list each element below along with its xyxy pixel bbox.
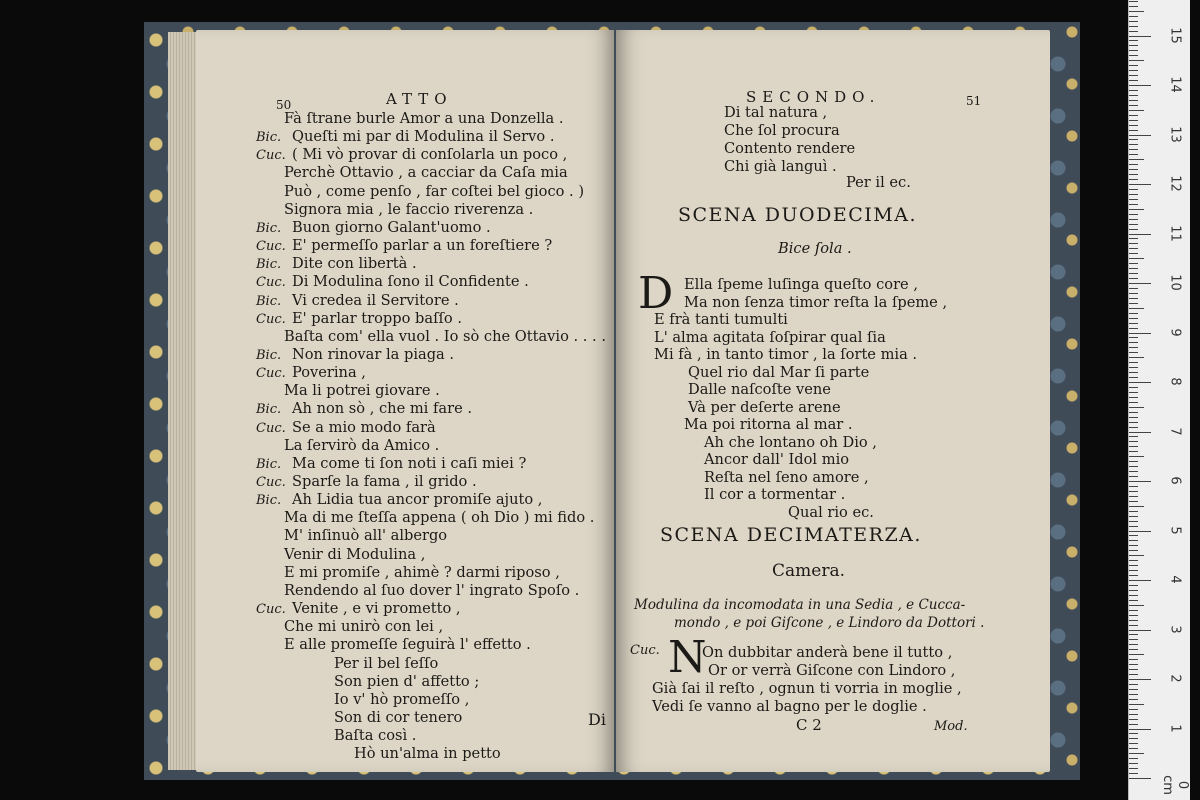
ruler-tick xyxy=(1129,26,1138,27)
verse-line: Chi già languì . xyxy=(724,158,837,175)
ruler-tick xyxy=(1129,694,1138,695)
ruler-number: 0 cm xyxy=(1160,775,1190,795)
ruler-tick xyxy=(1129,476,1138,477)
ruler-tick xyxy=(1129,659,1138,660)
speaker-label: Cuc. xyxy=(256,475,286,490)
dialogue-line: M' inſinuò all' albergo xyxy=(284,527,448,545)
dialogue-line: Perchè Ottavio , a cacciar da Caſa mia xyxy=(284,164,568,182)
ruler-tick xyxy=(1129,511,1138,512)
drop-cap-d: D xyxy=(638,268,674,319)
verse-line: Dalle naſcoſte vene xyxy=(688,381,831,398)
ruler-tick xyxy=(1129,135,1151,136)
dialogue-line: Hò un'alma in petto xyxy=(354,745,501,763)
ruler-tick xyxy=(1129,342,1138,343)
ruler-tick xyxy=(1129,85,1151,86)
ruler-tick xyxy=(1129,313,1138,314)
ruler-tick xyxy=(1129,481,1151,482)
ruler-tick xyxy=(1129,461,1138,462)
ruler-tick xyxy=(1129,531,1151,532)
ruler-tick xyxy=(1129,323,1138,324)
ruler-tick xyxy=(1129,224,1138,225)
ruler-number: 10 xyxy=(1167,274,1183,291)
ruler-tick xyxy=(1129,778,1151,779)
dialogue-line: Di Modulina ſono il Confidente . xyxy=(292,273,529,291)
ruler-tick xyxy=(1129,377,1138,378)
catchword-right: Mod. xyxy=(934,719,968,734)
ruler-tick xyxy=(1129,283,1151,284)
dialogue-line: E alle promeſſe ſeguirà l' effetto . xyxy=(284,636,531,654)
ruler-tick xyxy=(1129,664,1138,665)
ruler-tick xyxy=(1129,303,1138,304)
ruler-tick xyxy=(1129,308,1144,309)
ruler-number: 15 xyxy=(1167,26,1183,44)
ruler-tick xyxy=(1129,496,1138,497)
running-head-left: ATTO xyxy=(386,90,453,108)
ruler-tick xyxy=(1129,674,1138,675)
ruler-tick xyxy=(1129,159,1144,160)
left-page xyxy=(196,30,614,772)
speaker-label: Bic. xyxy=(256,220,282,236)
ruler-tick xyxy=(1129,644,1138,645)
speaker-label: Cuc. xyxy=(256,275,286,291)
ruler-tick xyxy=(1129,407,1144,408)
dialogue-line: Son pien d' affetto ; xyxy=(334,672,480,690)
ruler-tick xyxy=(1129,565,1138,566)
ruler-tick xyxy=(1129,733,1138,734)
catchword-left: Di xyxy=(588,710,606,729)
ruler-number: 5 xyxy=(1167,525,1183,535)
ruler-tick xyxy=(1129,550,1138,551)
scene-subtitle-bice: Bice ſola . xyxy=(778,240,852,257)
ruler-tick xyxy=(1129,70,1138,71)
ruler-tick xyxy=(1129,471,1138,472)
dialogue-line: Per il bel ſeſſo xyxy=(334,654,439,672)
ruler-tick xyxy=(1129,654,1144,655)
verse-line: Ella ſpeme luſinga queſto core , xyxy=(684,276,918,293)
ruler-tick xyxy=(1129,328,1138,329)
ruler-tick xyxy=(1129,540,1138,541)
ruler-tick xyxy=(1129,768,1138,769)
right-page xyxy=(616,30,1050,772)
ruler-tick xyxy=(1129,16,1138,17)
ruler-tick xyxy=(1129,630,1151,631)
ruler-number: 7 xyxy=(1167,426,1183,436)
ruler-number: 3 xyxy=(1167,624,1183,634)
speaker-label: Bic. xyxy=(256,456,282,472)
page-number-left: 50 xyxy=(276,98,292,112)
speaker-label: Bic. xyxy=(256,257,282,273)
ruler-tick xyxy=(1129,773,1138,774)
ruler-tick xyxy=(1129,724,1138,725)
ruler-tick xyxy=(1129,634,1138,635)
ruler-tick xyxy=(1129,397,1138,398)
speaker-label: Cuc. xyxy=(256,602,286,618)
ruler-tick xyxy=(1129,184,1151,185)
ruler-tick xyxy=(1129,367,1138,368)
page-edges xyxy=(168,32,198,770)
ruler-tick xyxy=(1129,729,1151,730)
ruler-tick xyxy=(1129,699,1138,700)
ruler-tick xyxy=(1129,748,1138,749)
dialogue-line: Poverina , xyxy=(292,364,366,382)
verse-line: Và per deſerte arene xyxy=(688,398,841,416)
ruler-tick xyxy=(1129,318,1138,319)
ruler-tick xyxy=(1129,570,1138,571)
speaker-label: Cuc. xyxy=(256,239,286,255)
ruler-tick xyxy=(1129,436,1138,437)
scene-place-camera: Camera. xyxy=(772,561,845,581)
ruler-tick xyxy=(1129,684,1138,685)
dialogue-line: E' parlar troppo baſſo . xyxy=(292,309,462,327)
verse-line: Il cor a tormentar . xyxy=(704,486,846,503)
ruler-tick xyxy=(1129,738,1138,739)
ruler-tick xyxy=(1129,1,1138,2)
ruler-number: 11 xyxy=(1167,224,1183,242)
ruler-tick xyxy=(1129,11,1144,12)
dialogue-line: E' permeſſo parlar a un foreſtiere ? xyxy=(292,237,553,255)
ruler-tick xyxy=(1129,575,1138,576)
dialogue-line: Baſta com' ella vuol . Io sò che Ottavio . . . . xyxy=(284,327,606,345)
ruler-tick xyxy=(1129,669,1138,670)
ruler-tick xyxy=(1129,130,1138,131)
verse-line: Di tal natura , xyxy=(724,104,828,121)
ruler-tick xyxy=(1129,40,1138,41)
ruler-tick xyxy=(1129,189,1138,190)
ruler-tick xyxy=(1129,625,1138,626)
ruler-number: 8 xyxy=(1167,377,1183,386)
ruler-tick xyxy=(1129,590,1138,591)
dialogue-line: Buon giorno Galant'uomo . xyxy=(292,218,491,236)
ruler-tick xyxy=(1129,387,1138,388)
ruler-tick xyxy=(1129,362,1138,363)
ruler-tick xyxy=(1129,45,1138,46)
ruler-tick xyxy=(1129,248,1138,249)
ruler-tick xyxy=(1129,441,1138,442)
ruler-tick xyxy=(1129,615,1138,616)
ruler-tick xyxy=(1129,31,1138,32)
scene-title-decimaterza: SCENA DECIMATERZA. xyxy=(660,524,922,546)
ruler-tick xyxy=(1129,709,1138,710)
ruler-tick xyxy=(1129,238,1138,239)
ruler-tick xyxy=(1129,704,1144,705)
ruler-tick xyxy=(1129,115,1138,116)
dialogue-line: Son di cor tenero xyxy=(334,708,463,726)
ruler-tick xyxy=(1129,194,1138,195)
dialogue-line: Venir di Modulina , xyxy=(284,545,426,563)
ruler-tick xyxy=(1129,100,1138,101)
ruler-tick xyxy=(1129,506,1144,507)
dialogue-line: Signora mia , le faccio riverenza . xyxy=(284,200,534,218)
ruler-tick xyxy=(1129,432,1151,433)
ruler-tick xyxy=(1129,417,1138,418)
ruler-tick xyxy=(1129,298,1138,299)
ruler-tick xyxy=(1129,639,1138,640)
ruler-tick xyxy=(1129,352,1138,353)
ruler-tick xyxy=(1129,80,1138,81)
ruler-tick xyxy=(1129,293,1138,294)
ruler-tick xyxy=(1129,337,1138,338)
ruler-tick xyxy=(1129,560,1138,561)
dialogue-line: Se a mio modo farà xyxy=(292,418,436,436)
verse-line: Che ſol procura xyxy=(724,122,840,139)
ruler-tick xyxy=(1129,154,1138,155)
ruler-tick xyxy=(1129,6,1138,7)
dialogue-line: Queſti mi par di Modulina il Servo . xyxy=(292,128,555,146)
ruler-tick xyxy=(1129,209,1144,210)
ruler-tick xyxy=(1129,422,1138,423)
verse-line: Contento rendere xyxy=(724,140,856,157)
ruler-tick xyxy=(1129,372,1138,373)
ruler-tick xyxy=(1129,610,1138,611)
speaker-label: Bic. xyxy=(256,347,282,363)
ruler-number: 2 xyxy=(1167,674,1183,683)
ruler-tick xyxy=(1129,451,1138,452)
ruler-tick xyxy=(1129,501,1138,502)
ruler-tick xyxy=(1129,516,1138,517)
ruler-number: 12 xyxy=(1167,175,1183,192)
ruler-tick xyxy=(1129,258,1144,259)
dialogue-line: Vi credea il Servitore . xyxy=(292,291,459,309)
ruler-tick xyxy=(1129,357,1144,358)
ruler-tick xyxy=(1129,90,1138,91)
dialogue-line: Ah Lidia tua ancor promiſe ajuto , xyxy=(292,491,543,509)
ruler-tick xyxy=(1129,526,1138,527)
dialogue-line: Venite , e vi prometto , xyxy=(292,600,461,618)
dialogue-line: Or or verrà Giſcone con Lindoro , xyxy=(708,662,956,679)
ruler-tick xyxy=(1129,169,1138,170)
verse-line: L' alma agitata ſoſpirar qual ſia xyxy=(654,328,886,346)
ruler-tick xyxy=(1129,714,1138,715)
dialogue-line: Già ſai il reſto , ognun ti vorria in moglie , xyxy=(652,680,962,697)
ruler-tick xyxy=(1129,412,1138,413)
ruler-tick xyxy=(1129,719,1138,720)
ruler-tick xyxy=(1129,164,1138,165)
dialogue-line: E mi promiſe , ahimè ? darmi riposo , xyxy=(284,563,560,581)
dialogue-line: Io v' hò promeſſo , xyxy=(334,690,470,708)
ruler-tick xyxy=(1129,446,1138,447)
dialogue-line: Ma li potrei giovare . xyxy=(284,382,440,400)
signature-mark: C 2 xyxy=(796,716,822,734)
ruler-tick xyxy=(1129,219,1138,220)
dialogue-line: La ſervirò da Amico . xyxy=(284,436,440,454)
speaker-label: Bic. xyxy=(256,402,282,418)
ruler-tick xyxy=(1129,491,1138,492)
ruler-tick xyxy=(1129,60,1144,61)
dialogue-line: Baſta così . xyxy=(334,727,417,745)
ruler-tick xyxy=(1129,110,1144,111)
dialogue-line: Ah non sò , che mi fare . xyxy=(292,400,472,418)
dialogue-line: Che mi unirò con lei , xyxy=(284,618,444,636)
ruler-tick xyxy=(1129,605,1144,606)
ruler-tick xyxy=(1129,214,1138,215)
ruler-tick xyxy=(1129,179,1138,180)
ruler-tick xyxy=(1129,535,1138,536)
page-number-right: 51 xyxy=(966,94,982,108)
ruler-tick xyxy=(1129,392,1138,393)
ruler-tick xyxy=(1129,120,1138,121)
verse-end-top: Per il ec. xyxy=(846,174,911,191)
dialogue-line: Sparſe la fama , il grido . xyxy=(292,473,477,490)
ruler-tick xyxy=(1129,689,1138,690)
dialogue-line: On dubbitar anderà bene il tutto , xyxy=(702,644,953,661)
ruler-tick xyxy=(1129,763,1138,764)
verse-line: Qual rio ec. xyxy=(788,503,874,521)
ruler-tick xyxy=(1129,753,1144,754)
ruler-number: 4 xyxy=(1167,575,1183,584)
speaker-label: Cuc. xyxy=(256,311,286,327)
scene-title-duodecima: SCENA DUODECIMA. xyxy=(678,204,917,226)
dialogue-line: Rendendo al ſuo dover l' ingrato Spoſo . xyxy=(284,581,580,599)
ruler-tick xyxy=(1129,263,1138,264)
ruler-tick xyxy=(1129,199,1138,200)
ruler-tick xyxy=(1129,402,1138,403)
ruler-tick xyxy=(1129,382,1151,383)
verse-line: E frà tanti tumulti xyxy=(654,311,788,328)
verse-line: Ma poi ritorna al mar . xyxy=(684,416,853,433)
dialogue-line: Fà ſtrane burle Amor a una Donzella . xyxy=(284,110,564,127)
ruler-tick xyxy=(1129,486,1138,487)
ruler-tick xyxy=(1129,595,1138,596)
speaker-label: Cuc. xyxy=(256,420,286,436)
ruler-tick xyxy=(1129,268,1138,269)
ruler-tick xyxy=(1129,65,1138,66)
speaker-label: Bic. xyxy=(256,130,282,146)
ruler-tick xyxy=(1129,555,1144,556)
ruler-tick xyxy=(1129,95,1138,96)
speaker-cuc: Cuc. xyxy=(630,643,660,658)
verse-line: Ma non ſenza timor reſta la ſpeme , xyxy=(684,293,948,311)
ruler-tick xyxy=(1129,743,1138,744)
verse-line: Mi fà , in tanto timor , la ſorte mia . xyxy=(654,346,918,363)
ruler-tick xyxy=(1129,620,1138,621)
ruler-tick xyxy=(1129,50,1138,51)
ruler-tick xyxy=(1129,105,1138,106)
dialogue-line: Può , come penſo , far coſtei bel gioco . ) xyxy=(284,182,585,200)
ruler-tick xyxy=(1129,580,1151,581)
ruler-tick xyxy=(1129,36,1151,37)
ruler-number: 14 xyxy=(1167,76,1183,93)
speaker-label: Cuc. xyxy=(256,148,286,164)
ruler-tick xyxy=(1129,55,1138,56)
ruler-tick xyxy=(1129,273,1138,274)
dialogue-line: Ma come ti ſon noti i caſi miei ? xyxy=(292,454,527,472)
verse-line: Ancor dall' Idol mio xyxy=(704,451,850,468)
verse-line: Quel rio dal Mar ſi parte xyxy=(688,363,870,381)
ruler-tick xyxy=(1129,149,1138,150)
speaker-label: Bic. xyxy=(256,293,282,309)
ruler-tick xyxy=(1129,234,1151,235)
dialogue-line: Vedi ſe vanno al bagno per le doglie . xyxy=(652,698,927,715)
ruler-tick xyxy=(1129,243,1138,244)
ruler-number: 13 xyxy=(1167,125,1183,143)
running-head-right: SECONDO. xyxy=(746,88,881,106)
ruler-tick xyxy=(1129,204,1138,205)
ruler-tick xyxy=(1129,600,1138,601)
ruler-tick xyxy=(1129,333,1151,334)
verse-line: Reſta nel ſeno amore , xyxy=(704,468,869,486)
ruler-number: 9 xyxy=(1167,327,1183,337)
dialogue-line: ( Mi vò provar di conſolarla un poco , xyxy=(292,146,568,164)
ruler-tick xyxy=(1129,139,1138,140)
ruler-number: 6 xyxy=(1167,476,1183,485)
ruler-tick xyxy=(1129,456,1144,457)
ruler-tick xyxy=(1129,466,1138,467)
dialogue-line: Ma di me ſteſſa appena ( oh Dio ) mi fido . xyxy=(284,509,595,527)
dialogue-line: Dite con libertà . xyxy=(292,255,417,273)
ruler-tick xyxy=(1129,288,1138,289)
ruler-tick xyxy=(1129,125,1138,126)
ruler-tick xyxy=(1129,521,1138,522)
stage-direction-1: Modulina da incomodata in una Sedia , e Cucca- xyxy=(634,597,966,613)
ruler-tick xyxy=(1129,75,1138,76)
drop-cap-n: N xyxy=(668,632,707,683)
ruler-tick xyxy=(1129,347,1138,348)
ruler-tick xyxy=(1129,585,1138,586)
ruler-tick xyxy=(1129,174,1138,175)
ruler-tick xyxy=(1129,649,1138,650)
ruler-tick xyxy=(1129,427,1138,428)
ruler-tick xyxy=(1129,229,1138,230)
dialogue-line: Non rinovar la piaga . xyxy=(292,345,455,363)
speaker-label: Cuc. xyxy=(256,366,286,382)
ruler-number: 1 xyxy=(1167,723,1183,733)
verse-line: Ah che lontano oh Dio , xyxy=(704,433,877,451)
ruler-tick xyxy=(1129,758,1138,759)
measuring-ruler xyxy=(1128,0,1190,800)
ruler-tick xyxy=(1129,253,1138,254)
ruler-tick xyxy=(1129,144,1138,145)
ruler-tick xyxy=(1129,679,1151,680)
speaker-label: Bic. xyxy=(256,493,282,509)
stage-direction-2: mondo , e poi Giſcone , e Lindoro da Dottori . xyxy=(674,615,985,631)
ruler-tick xyxy=(1129,21,1138,22)
ruler-tick xyxy=(1129,278,1138,279)
ruler-tick xyxy=(1129,545,1138,546)
